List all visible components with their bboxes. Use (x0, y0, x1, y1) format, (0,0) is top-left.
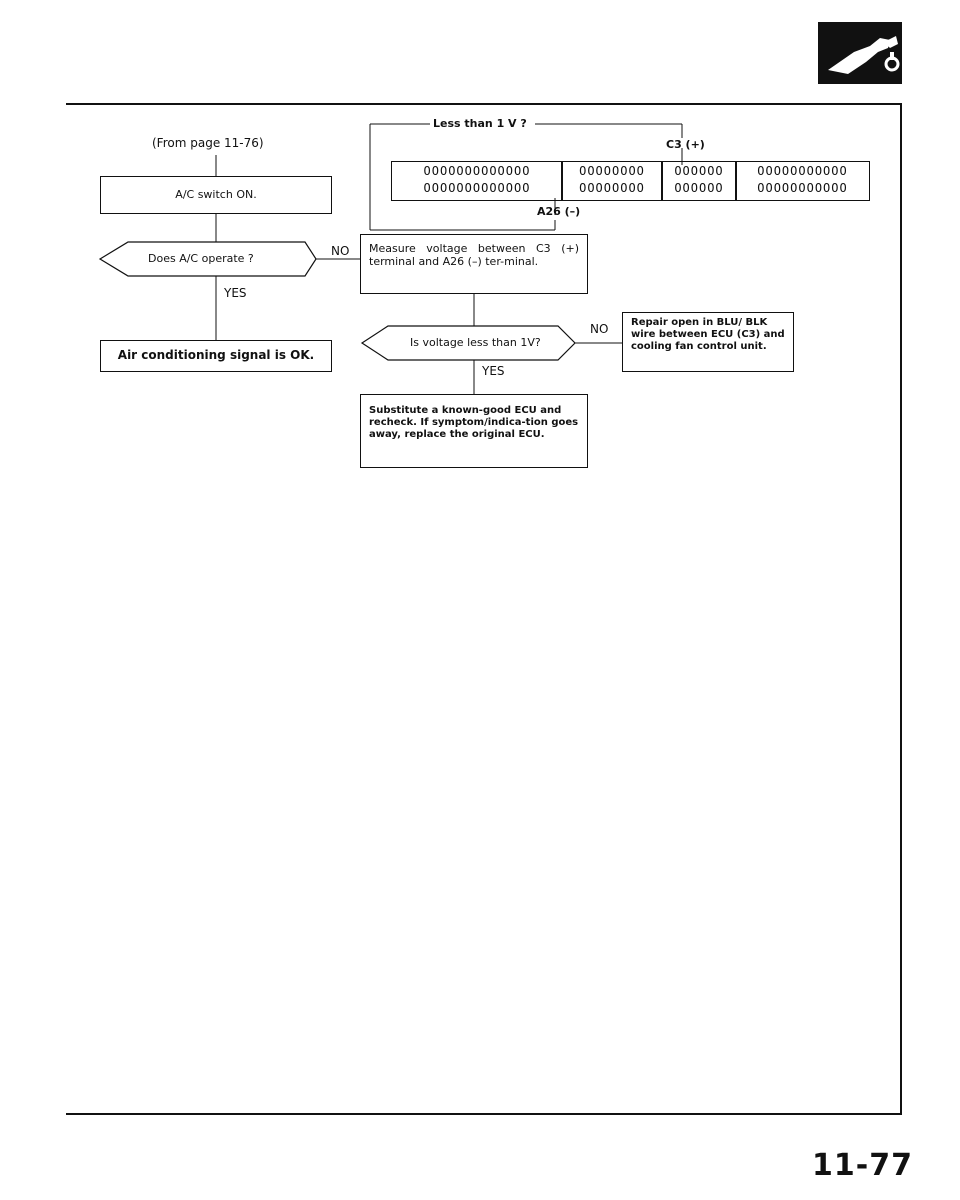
substitute-ecu-text: Substitute a known-good ECU and recheck. If symptom/indica-tion goes away, replace the original ECU. (369, 405, 579, 440)
block1-row2: OOOOOOOOOOOOO (423, 181, 531, 195)
ecu-connector (391, 161, 870, 201)
block4-row1: OOOOOOOOOOO (757, 164, 848, 178)
repair-text: Repair open in BLU/ BLK wire between ECU (C3) and cooling fan control unit. (631, 317, 785, 352)
from-page-label: (From page 11-76) (152, 136, 264, 150)
decision2-yes-label: YES (482, 364, 505, 378)
block3-row1: OOOOOO (674, 164, 724, 178)
block2-row2: OOOOOOOO (579, 181, 645, 195)
block3-row2: OOOOOO (674, 181, 724, 195)
decision2-no-label: NO (590, 322, 609, 336)
result-ok-box (100, 340, 332, 372)
connector-block-1 (391, 161, 563, 201)
repair-box (622, 312, 794, 372)
connector-block-3 (661, 161, 737, 201)
meter-label: Less than 1 V ? (433, 117, 527, 130)
ac-switch-on-box (100, 176, 332, 214)
decision1-yes-label: YES (224, 286, 247, 300)
connector-block-2 (561, 161, 663, 201)
measure-voltage-box (360, 234, 588, 294)
decision1-text: Does A/C operate ? (148, 252, 254, 265)
decision1-no-label: NO (331, 244, 350, 258)
decision2-text: Is voltage less than 1V? (410, 336, 541, 349)
a26-label: A26 (–) (537, 205, 581, 218)
c3-label: C3 (+) (666, 138, 705, 151)
substitute-ecu-box (360, 394, 588, 468)
block2-row1: OOOOOOOO (579, 164, 645, 178)
page-number: 11-77 (812, 1148, 913, 1183)
measure-voltage-text: Measure voltage between C3 (+) terminal and A26 (–) ter-minal. (369, 242, 579, 268)
connector-block-4 (735, 161, 870, 201)
result-ok-text: Air conditioning signal is OK. (117, 348, 315, 362)
block1-row1: OOOOOOOOOOOOO (423, 164, 531, 178)
ac-switch-on-text: A/C switch ON. (175, 188, 257, 201)
block4-row2: OOOOOOOOOOO (757, 181, 848, 195)
